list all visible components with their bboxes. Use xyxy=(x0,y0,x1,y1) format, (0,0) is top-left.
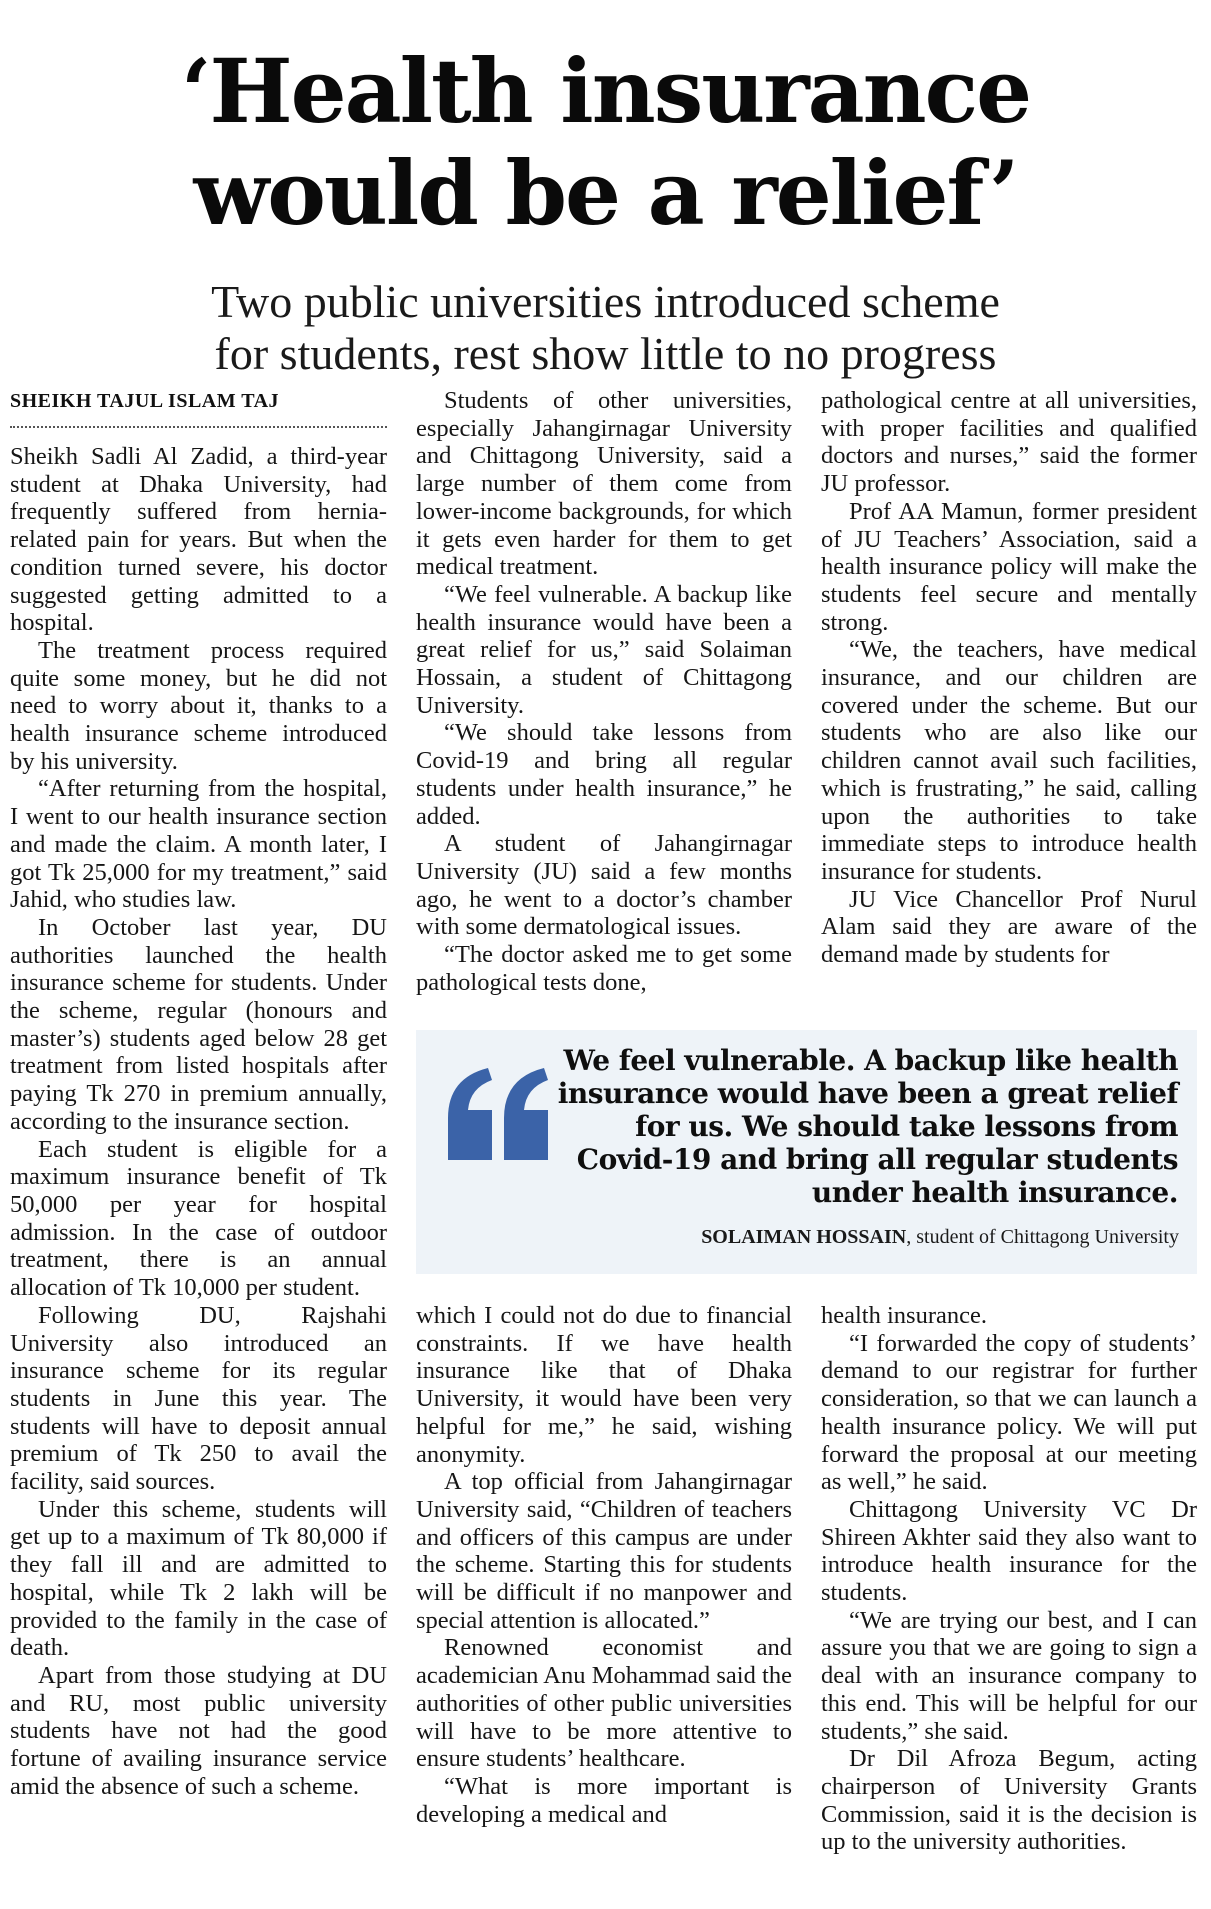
paragraph: health insurance. xyxy=(821,1302,987,1329)
paragraph: “What is more important is developing a medical and xyxy=(416,1772,792,1828)
pull-quote-role: , student of Chittagong University xyxy=(906,1226,1179,1248)
paragraph: Under this scheme, students will get up to a maximum of Tk 80,000 if they fall ill and are admitted to hospital, while Tk 2 lakh will be provided to the family in the case of death. xyxy=(10,1495,387,1662)
byline-divider xyxy=(10,426,387,428)
column-3-bottom xyxy=(821,1302,1197,1856)
column-2-top xyxy=(416,387,792,996)
paragraph: pathological centre at all universities, with proper facilities and qualified doctors and nurses,” said the former JU professor. xyxy=(821,387,1197,498)
column-1 xyxy=(10,443,387,1800)
paragraph: Chittagong University VC Dr Shireen Akhter said they also want to introduce health insurance for the students. xyxy=(821,1495,1197,1607)
byline: SHEIKH TAJUL ISLAM TAJ xyxy=(10,390,280,412)
paragraph: Prof AA Mamun, former president of JU Teachers’ Association, said a health insurance policy will make the students feel secure and mentally strong. xyxy=(821,497,1197,636)
paragraph: “We feel vulnerable. A backup like health insurance would have been a great relief for us,” said Solaiman Hossain, a student of Chittagong University. xyxy=(416,580,792,719)
paragraph: “We, the teachers, have medical insurance, and our children are covered under the scheme. But our students who are also like our children cannot avail such facilities, which is frustrating,” he said, calling upon the authorities to take immediate steps to introduce health insurance for students. xyxy=(821,636,1197,885)
pull-quote-name: SOLAIMAN HOSSAIN xyxy=(701,1226,907,1248)
subheadline-line-1: Two public universities introduced scheme xyxy=(211,276,1000,327)
pull-quote-attribution xyxy=(701,1226,1179,1249)
paragraph: Each student is eligible for a maximum insurance benefit of Tk 50,000 per year for hospital admission. In the case of outdoor treatment, there is an annual allocation of Tk 10,000 per student. xyxy=(10,1135,387,1302)
column-3-top xyxy=(821,387,1197,969)
paragraph: Students of other universities, especially Jahangirnagar University and Chittagong University, said a large number of them come from lower-income backgrounds, for which it gets even harder for them to get medical treatment. xyxy=(416,387,792,581)
paragraph: Apart from those studying at DU and RU, most public university students have not had the good fortune of availing insurance service amid the absence of such a scheme. xyxy=(10,1661,387,1800)
headline-line-1: ‘Health insurance xyxy=(180,39,1031,143)
pull-quote xyxy=(416,1030,1197,1274)
paragraph: Dr Dil Afroza Begum, acting chairperson of University Grants Commission, said it is the decision is up to the university authorities. xyxy=(821,1745,1197,1856)
headline xyxy=(0,40,1211,244)
paragraph: “We should take lessons from Covid-19 and bring all regular students under health insurance,” he added. xyxy=(416,719,792,830)
pull-quote-text: We feel vulnerable. A backup like health insurance would have been a great relief for us. We should take lessons from Covid-19 and bring all regular students under health insurance. xyxy=(557,1044,1178,1209)
paragraph: “I forwarded the copy of students’ demand to our registrar for further consideration, so that we can launch a health insurance policy. We will put forward the proposal at our meeting as well,” he said. xyxy=(821,1329,1197,1496)
paragraph: which I could not do due to financial constraints. If we have health insurance like that of Dhaka University, it would have been very helpful for me,” he said, wishing anonymity. xyxy=(416,1302,792,1468)
paragraph: Sheikh Sadli Al Zadid, a third-year student at Dhaka University, had frequently suffered from hernia-related pain for years. But when the condition turned severe, his doctor suggested getting admitted to a hospital. xyxy=(10,443,387,637)
paragraph: A top official from Jahangirnagar University said, “Children of teachers and officers of this campus are under the scheme. Starting this for students will be difficult if no manpower and special attention is allocated.” xyxy=(416,1468,792,1634)
subheadline xyxy=(0,276,1211,380)
headline-line-2: would be a relief’ xyxy=(193,141,1018,245)
paragraph: “We are trying our best, and I can assure you that we are going to sign a deal with an insurance company to this end. This will be helpful for our students,” she said. xyxy=(821,1606,1197,1745)
paragraph: “After returning from the hospital, I went to our health insurance section and made the claim. A month later, I got Tk 25,000 for my treatment,” said Jahid, who studies law. xyxy=(10,775,387,914)
paragraph: Renowned economist and academician Anu Mohammad said the authorities of other public universities will have to be more attentive to ensure students’ healthcare. xyxy=(416,1634,792,1773)
paragraph: “The doctor asked me to get some pathological tests done, xyxy=(416,941,792,996)
subheadline-line-2: for students, rest show little to no progress xyxy=(214,328,997,379)
paragraph: The treatment process required quite some money, but he did not need to worry about it, thanks to a health insurance scheme introduced by his university. xyxy=(10,636,387,775)
paragraph: JU Vice Chancellor Prof Nurul Alam said they are aware of the demand made by students for xyxy=(821,885,1197,969)
paragraph: In October last year, DU authorities launched the health insurance scheme for students. Under the scheme, regular (honours and master’s) students aged below 28 get treatment from listed hospitals after paying Tk 270 in premium annually, according to the insurance section. xyxy=(10,913,387,1135)
paragraph: Following DU, Rajshahi University also introduced an insurance scheme for its regular students in June this year. The students will have to deposit annual premium of Tk 250 to avail the facility, said sources. xyxy=(10,1301,387,1496)
column-2-bottom xyxy=(416,1302,792,1828)
paragraph: A student of Jahangirnagar University (JU) said a few months ago, he went to a doctor’s chamber with some dermatological issues. xyxy=(416,830,792,941)
